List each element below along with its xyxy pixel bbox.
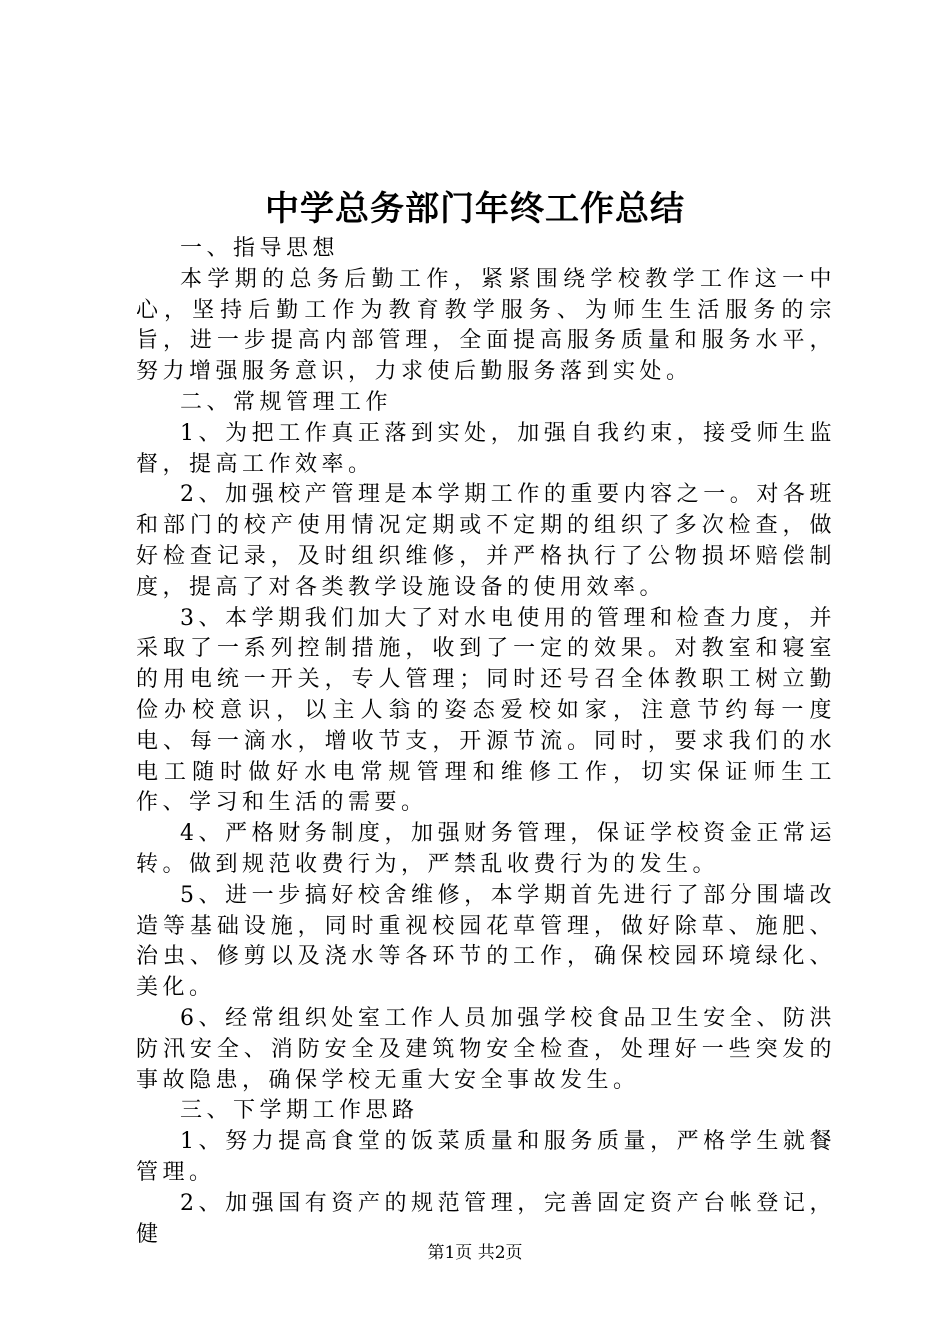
paragraph: 2、加强国有资产的规范管理，完善固定资产台帐登记，健 [136,1190,836,1247]
document-title: 中学总务部门年终工作总结 [265,189,685,229]
paragraph: 1、为把工作真正落到实处，加强自我约束，接受师生监督，提高工作效率。 [136,420,836,477]
paragraph: 3、本学期我们加大了对水电使用的管理和检查力度，并采取了一系列控制措施，收到了一定的效果。对教室和寝室的用电统一开关，专人管理；同时还号召全体教职工树立勤俭办校意识，以主人翁的姿态爱校如家，注意节约每一度电、每一滴水，增收节支，开源节流。同时，要求我们的水电工随时做好水电常规管理和维修工作，切实保证师生工作、学习和生活的需要。 [136,605,836,816]
paragraph: 5、进一步搞好校舍维修，本学期首先进行了部分围墙改造等基础设施，同时重视校园花草管理，做好除草、施肥、治虫、修剪以及浇水等各环节的工作，确保校园环境绿化、美化。 [136,882,836,1001]
section-heading-guiding-thought: 一、指导思想 [180,236,340,261]
paragraph: 1、努力提高食堂的饭菜质量和服务质量，严格学生就餐管理。 [136,1129,836,1185]
section-heading-routine-management: 二、常规管理工作 [180,389,393,415]
page-number: 第1页 共2页 [427,1243,523,1263]
document-body [136,234,836,1250]
paragraph: 2、加强校产管理是本学期工作的重要内容之一。对各班和部门的校产使用情况定期或不定期的组织了多次检查，做好检查记录，及时组织维修，并严格执行了公物损坏赔偿制度，提高了对各类教学设施设备的使用效率。 [136,482,836,600]
paragraph: 本学期的总务后勤工作，紧紧围绕学校教学工作这一中心，坚持后勤工作为教育教学服务、为师生生活服务的宗旨，进一步提高内部管理，全面提高服务质量和服务水平，努力增强服务意识，力求使后勤服务落到实处。 [136,266,836,385]
paragraph: 4、严格财务制度，加强财务管理，保证学校资金正常运转。做到规范收费行为，严禁乱收费行为的发生。 [136,821,836,877]
paragraph: 6、经常组织处室工作人员加强学校食品卫生安全、防洪防汛安全、消防安全及建筑物安全检查，处理好一些突发的事故隐患，确保学校无重大安全事故发生。 [136,1005,836,1093]
section-heading-next-term-plan: 三、下学期工作思路 [180,1098,419,1124]
